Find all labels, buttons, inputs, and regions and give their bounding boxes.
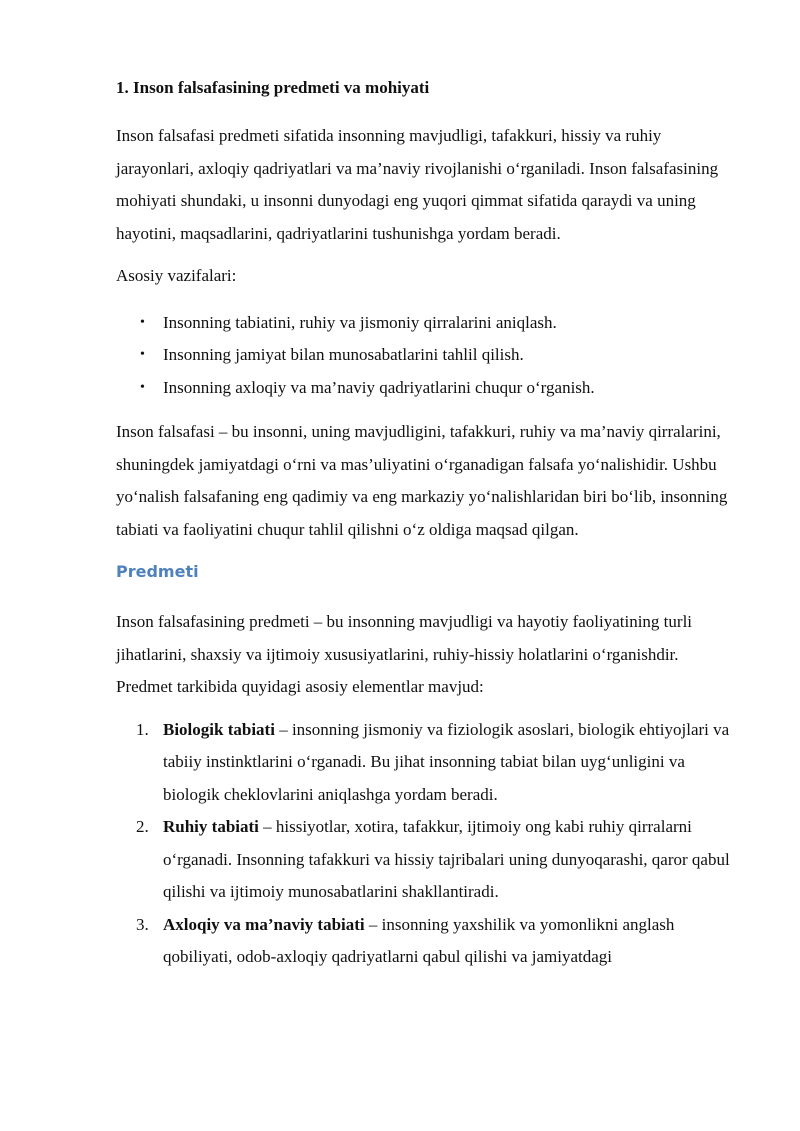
list-item [116,811,736,909]
bullet-icon: • [140,314,145,330]
section-summary-paragraph: Inson falsafasi – bu insonni, uning mavjudligini, tafakkuri, ruhiy va ma’naviy qirralarini, shuningdek jamiyatdagi o‘rni va mas’uliyatini o‘rganadigan falsafa yo‘nalishidir. Ushbu yo‘nalish falsafaning eng qadimiy va eng markaziy yo‘nalishlaridan biri bo‘lib, insonning tabiati va faoliyatini chuqur tahlil qilishni o‘z oldiga maqsad qilgan. [116,422,728,539]
bullet-icon: • [140,347,145,362]
list-item-text: – hissiyotlar, xotira, tafakkur, ijtimoiy ong kabi ruhiy qirralarni o‘rganadi. Insonning tafakkuri va hissiy tajribalari uning dunyoqarashi, qaror qabul qilishi va ijtimoiy munosabatlarini shakllantiradi. [163,817,730,901]
list-item-term: Axloqiy va ma’naviy tabiati [163,914,365,934]
list-item [116,909,736,974]
list-item-text: – insonning yaxshilik va yomonlikni anglash qobiliyati, odob-axloqiy qadriyatlarni qabul qilishi va jamiyatdagi [163,914,675,966]
document-page [116,74,736,974]
subsection-intro-paragraph: Inson falsafasining predmeti – bu insonning mavjudligi va hayotiy faoliyatining turli jihatlarini, shaxsiy va ijtimoiy xususiyatlarini, ruhiy-hissiy holatlarini o‘rganishdir. Predmet tarkibida quyidagi asosiy elementlar mavjud: [116,612,693,696]
list-item-number: 3. [136,914,149,934]
list-item [116,714,736,812]
list-item-number: 1. [136,719,149,739]
bullet-icon: • [140,379,145,395]
section-intro-paragraph: Inson falsafasi predmeti sifatida insonning mavjudligi, tafakkuri, hissiy va ruhiy jarayonlari, axloqiy qadriyatlari va ma’naviy rivojlanishi o‘rganiladi. Inson falsafasining mohiyati shundaki, u insonni dunyodagi eng yuqori qimmat sifatida qaraydi va uning hayotini, maqsadlarini, qadriyatlarini tushunishga yordam beradi. [116,126,719,243]
elements-list [116,714,736,974]
tasks-list [116,307,736,405]
list-item-text: – insonning jismoniy va fiziologik asoslari, biologik ehtiyojlari va tabiiy instinktlarini o‘rganadi. Bu jihat insonning tabiat bilan uyg‘unligini va biologik cheklovlarini aniqlashga yordam beradi. [163,719,730,804]
list-item-text: Insonning tabiatini, ruhiy va jismoniy qirralarini aniqlash. [163,312,557,332]
list-item [116,307,736,340]
list-item [116,372,736,405]
list-item-number: 2. [136,817,149,836]
list-item-text: Insonning axloqiy va ma’naviy qadriyatlarini chuqur o‘rganish. [163,377,595,397]
list-item-term: Biologik tabiati [163,719,275,739]
list-item [116,339,736,372]
list-item-text: Insonning jamiyat bilan munosabatlarini tahlil qilish. [163,345,524,364]
section-heading: 1. Inson falsafasining predmeti va mohiyati [116,78,430,97]
subsection-heading: Predmeti [116,562,199,581]
tasks-label: Asosiy vazifalari: [116,266,237,285]
list-item-term: Ruhiy tabiati [163,817,259,836]
